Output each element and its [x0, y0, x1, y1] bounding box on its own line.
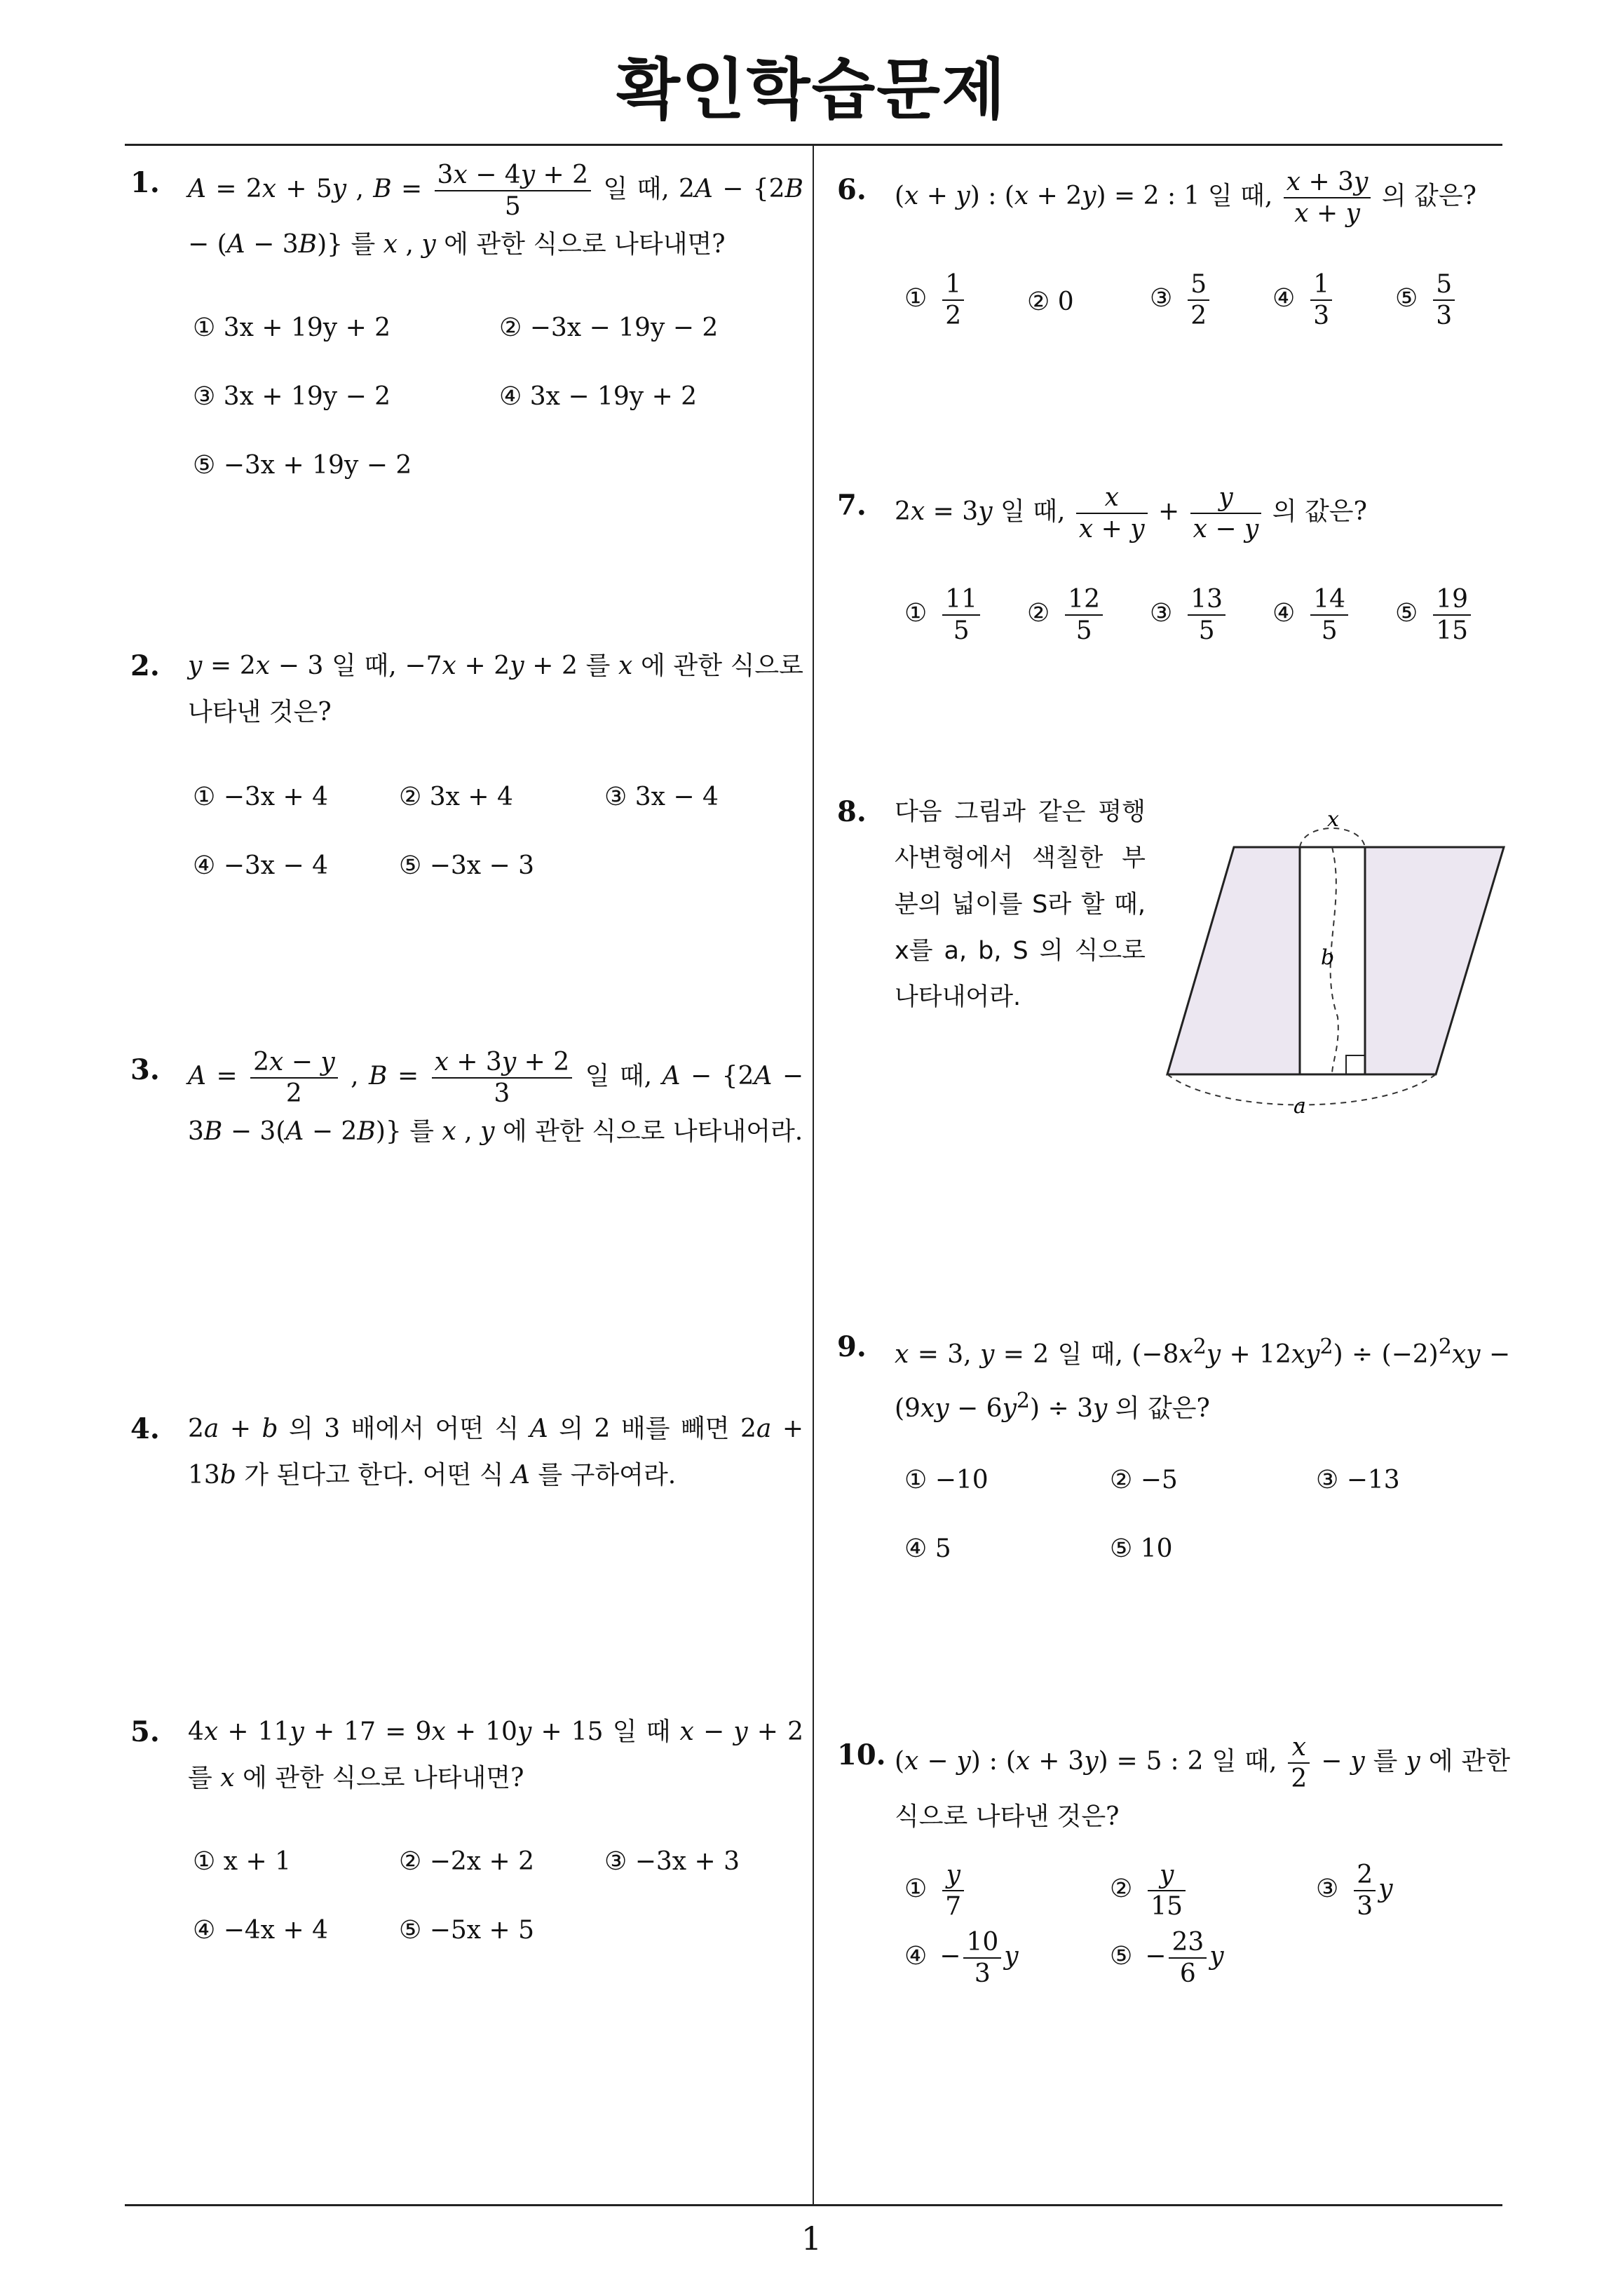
page-number: 1	[801, 2220, 822, 2257]
option-5-2[interactable]: ② −2x + 2	[399, 1847, 535, 1876]
question-text: 다음 그림과 같은 평행사변형에서 색칠한 부분의 넓이를 S라 할 때, x를 a, b, S 의 식으로 나타내어라.	[895, 798, 1146, 1011]
question-text: 4x + 11y + 17 = 9x + 10y + 15 일 때 x − y + 2 를 x 에 관한 식으로 나타내면?	[188, 1717, 803, 1792]
option-5-1[interactable]: ① x + 1	[193, 1847, 291, 1876]
option-7-5[interactable]: ⑤ $\frac{19}{15}$	[1395, 584, 1474, 646]
option-9-4[interactable]: ④ 5	[904, 1534, 951, 1563]
column-divider	[813, 144, 814, 2206]
right-angle-mark	[1346, 1055, 1365, 1074]
question-text: 2x = 3y 일 때, $\frac{x}{x + y}$ + $\frac{y}{x - y}$ 의 값은?	[895, 483, 1367, 544]
parallelogram-left-shaded	[1167, 847, 1300, 1074]
option-2-5[interactable]: ⑤ −3x − 3	[399, 851, 535, 880]
option-10-3[interactable]: ③ $\frac{2}{3}$ y	[1316, 1861, 1393, 1922]
option-10-2[interactable]: ② $\frac{y}{15}$	[1110, 1860, 1188, 1922]
option-1-3[interactable]: ③ 3x + 19y − 2	[193, 382, 391, 411]
option-2-1[interactable]: ① −3x + 4	[193, 783, 329, 811]
question-text: 2a + b 의 3 배에서 어떤 식 A 의 2 배를 빼면 2a + 13b 가 된다고 한다. 어떤 식 A 를 구하여라.	[188, 1414, 804, 1490]
option-7-4[interactable]: ④ $\frac{14}{5}$	[1272, 584, 1351, 646]
fraction: $\frac{3x - 4y + 2}{5}$	[435, 160, 592, 222]
option-10-5[interactable]: ⑤ − $\frac{23}{6}$ y	[1110, 1928, 1224, 1989]
option-9-2[interactable]: ② −5	[1110, 1466, 1178, 1494]
fraction: $\frac{x}{2}$	[1288, 1732, 1310, 1794]
question-3	[130, 1047, 803, 1155]
question-number: 10.	[837, 1738, 886, 1771]
option-1-1[interactable]: ① 3x + 19y + 2	[193, 313, 391, 342]
question-number: 1.	[130, 166, 160, 199]
question-number: 4.	[130, 1412, 160, 1445]
question-text: x = 3, y = 2 일 때, $(-8x^2y + 12xy^2) \div (-2)^2xy - (9xy - 6y^2) \div 3y$ 의 값은?	[895, 1335, 1511, 1423]
question-10	[837, 1732, 1510, 1840]
fraction: $\frac{x}{x + y}$	[1076, 482, 1148, 544]
question-5	[130, 1709, 803, 1802]
option-6-4[interactable]: ④ $\frac{1}{3}$	[1272, 269, 1335, 331]
option-10-1[interactable]: ① $\frac{y}{7}$	[904, 1860, 967, 1922]
option-9-3[interactable]: ③ −13	[1316, 1466, 1400, 1494]
option-5-3[interactable]: ③ −3x + 3	[604, 1847, 740, 1876]
fraction: $\frac{x + 3y + 2}{3}$	[432, 1047, 573, 1109]
parallelogram-right-shaded	[1365, 847, 1504, 1074]
question-4	[130, 1406, 803, 1499]
question-2	[130, 643, 803, 736]
option-9-1[interactable]: ① −10	[904, 1466, 989, 1494]
option-2-4[interactable]: ④ −3x − 4	[193, 851, 329, 880]
question-text: (x − y) : (x + 3y) = 5 : 2 일 때, $\frac{x}{2}$ − y 를 y 에 관한 식으로 나타낸 것은?	[895, 1733, 1510, 1832]
fraction: $\frac{x + 3y}{x + y}$	[1284, 167, 1371, 229]
option-5-5[interactable]: ⑤ −5x + 5	[399, 1916, 535, 1945]
question-number: 2.	[130, 649, 160, 682]
question-7	[837, 482, 1510, 544]
question-8	[837, 789, 1146, 1020]
question-number: 5.	[130, 1715, 160, 1748]
option-10-4[interactable]: ④ − $\frac{10}{3}$ y	[904, 1928, 1019, 1989]
question-text: (x + y) : (x + 2y) = 2 : 1 일 때, $\frac{x + 3y}{x + y}$ 의 값은?	[895, 168, 1476, 229]
option-2-3[interactable]: ③ 3x − 4	[604, 783, 719, 811]
question-6	[837, 167, 1510, 229]
question-number: 3.	[130, 1053, 160, 1086]
option-7-3[interactable]: ③ $\frac{13}{5}$	[1150, 584, 1228, 646]
option-5-4[interactable]: ④ −4x + 4	[193, 1916, 329, 1945]
question-9	[837, 1324, 1510, 1432]
option-1-4[interactable]: ④ 3x − 19y + 2	[499, 382, 698, 411]
label-x: x	[1327, 807, 1339, 832]
question-number: 6.	[837, 173, 867, 206]
question-text: A = 2x + 5y , B = $\frac{3x - 4y + 2}{5}$ 일 때, 2A − {2B − (A − 3B)} 를 x , y 에 관한 식으로 나타내면?	[188, 161, 804, 259]
question-number: 8.	[837, 795, 867, 828]
question-number: 7.	[837, 489, 867, 522]
option-7-2[interactable]: ② $\frac{12}{5}$	[1027, 584, 1106, 646]
question-text: y = 2x − 3 일 때, −7x + 2y + 2 를 x 에 관한 식으로 나타낸 것은?	[188, 651, 803, 727]
parallelogram-figure	[1157, 806, 1507, 1122]
label-a: a	[1293, 1094, 1306, 1119]
option-6-3[interactable]: ③ $\frac{5}{2}$	[1150, 269, 1212, 331]
option-7-1[interactable]: ① $\frac{11}{5}$	[904, 584, 983, 646]
option-1-2[interactable]: ② −3x − 19y − 2	[499, 313, 719, 342]
option-6-2[interactable]: ② 0	[1027, 288, 1074, 316]
fraction: $\frac{2x - y}{2}$	[250, 1047, 338, 1109]
option-1-5[interactable]: ⑤ −3x + 19y − 2	[193, 451, 412, 480]
fraction: $\frac{y}{x - y}$	[1190, 482, 1262, 544]
option-6-5[interactable]: ⑤ $\frac{5}{3}$	[1395, 269, 1458, 331]
label-b: b	[1321, 945, 1335, 970]
page-title: 확인학습문제	[616, 52, 1007, 128]
option-2-2[interactable]: ② 3x + 4	[399, 783, 513, 811]
question-text: A = $\frac{2x - y}{2}$ , B = $\frac{x + 3y + 2}{3}$ 일 때, A − {2A − 3B − 3(A − 2B)} 를 x , y 에 관한 식으로 나타내어라.	[188, 1048, 803, 1147]
question-number: 9.	[837, 1330, 867, 1363]
question-1	[130, 160, 803, 268]
option-9-5[interactable]: ⑤ 10	[1110, 1534, 1173, 1563]
bottom-rule	[125, 2204, 1502, 2206]
option-6-1[interactable]: ① $\frac{1}{2}$	[904, 269, 967, 331]
